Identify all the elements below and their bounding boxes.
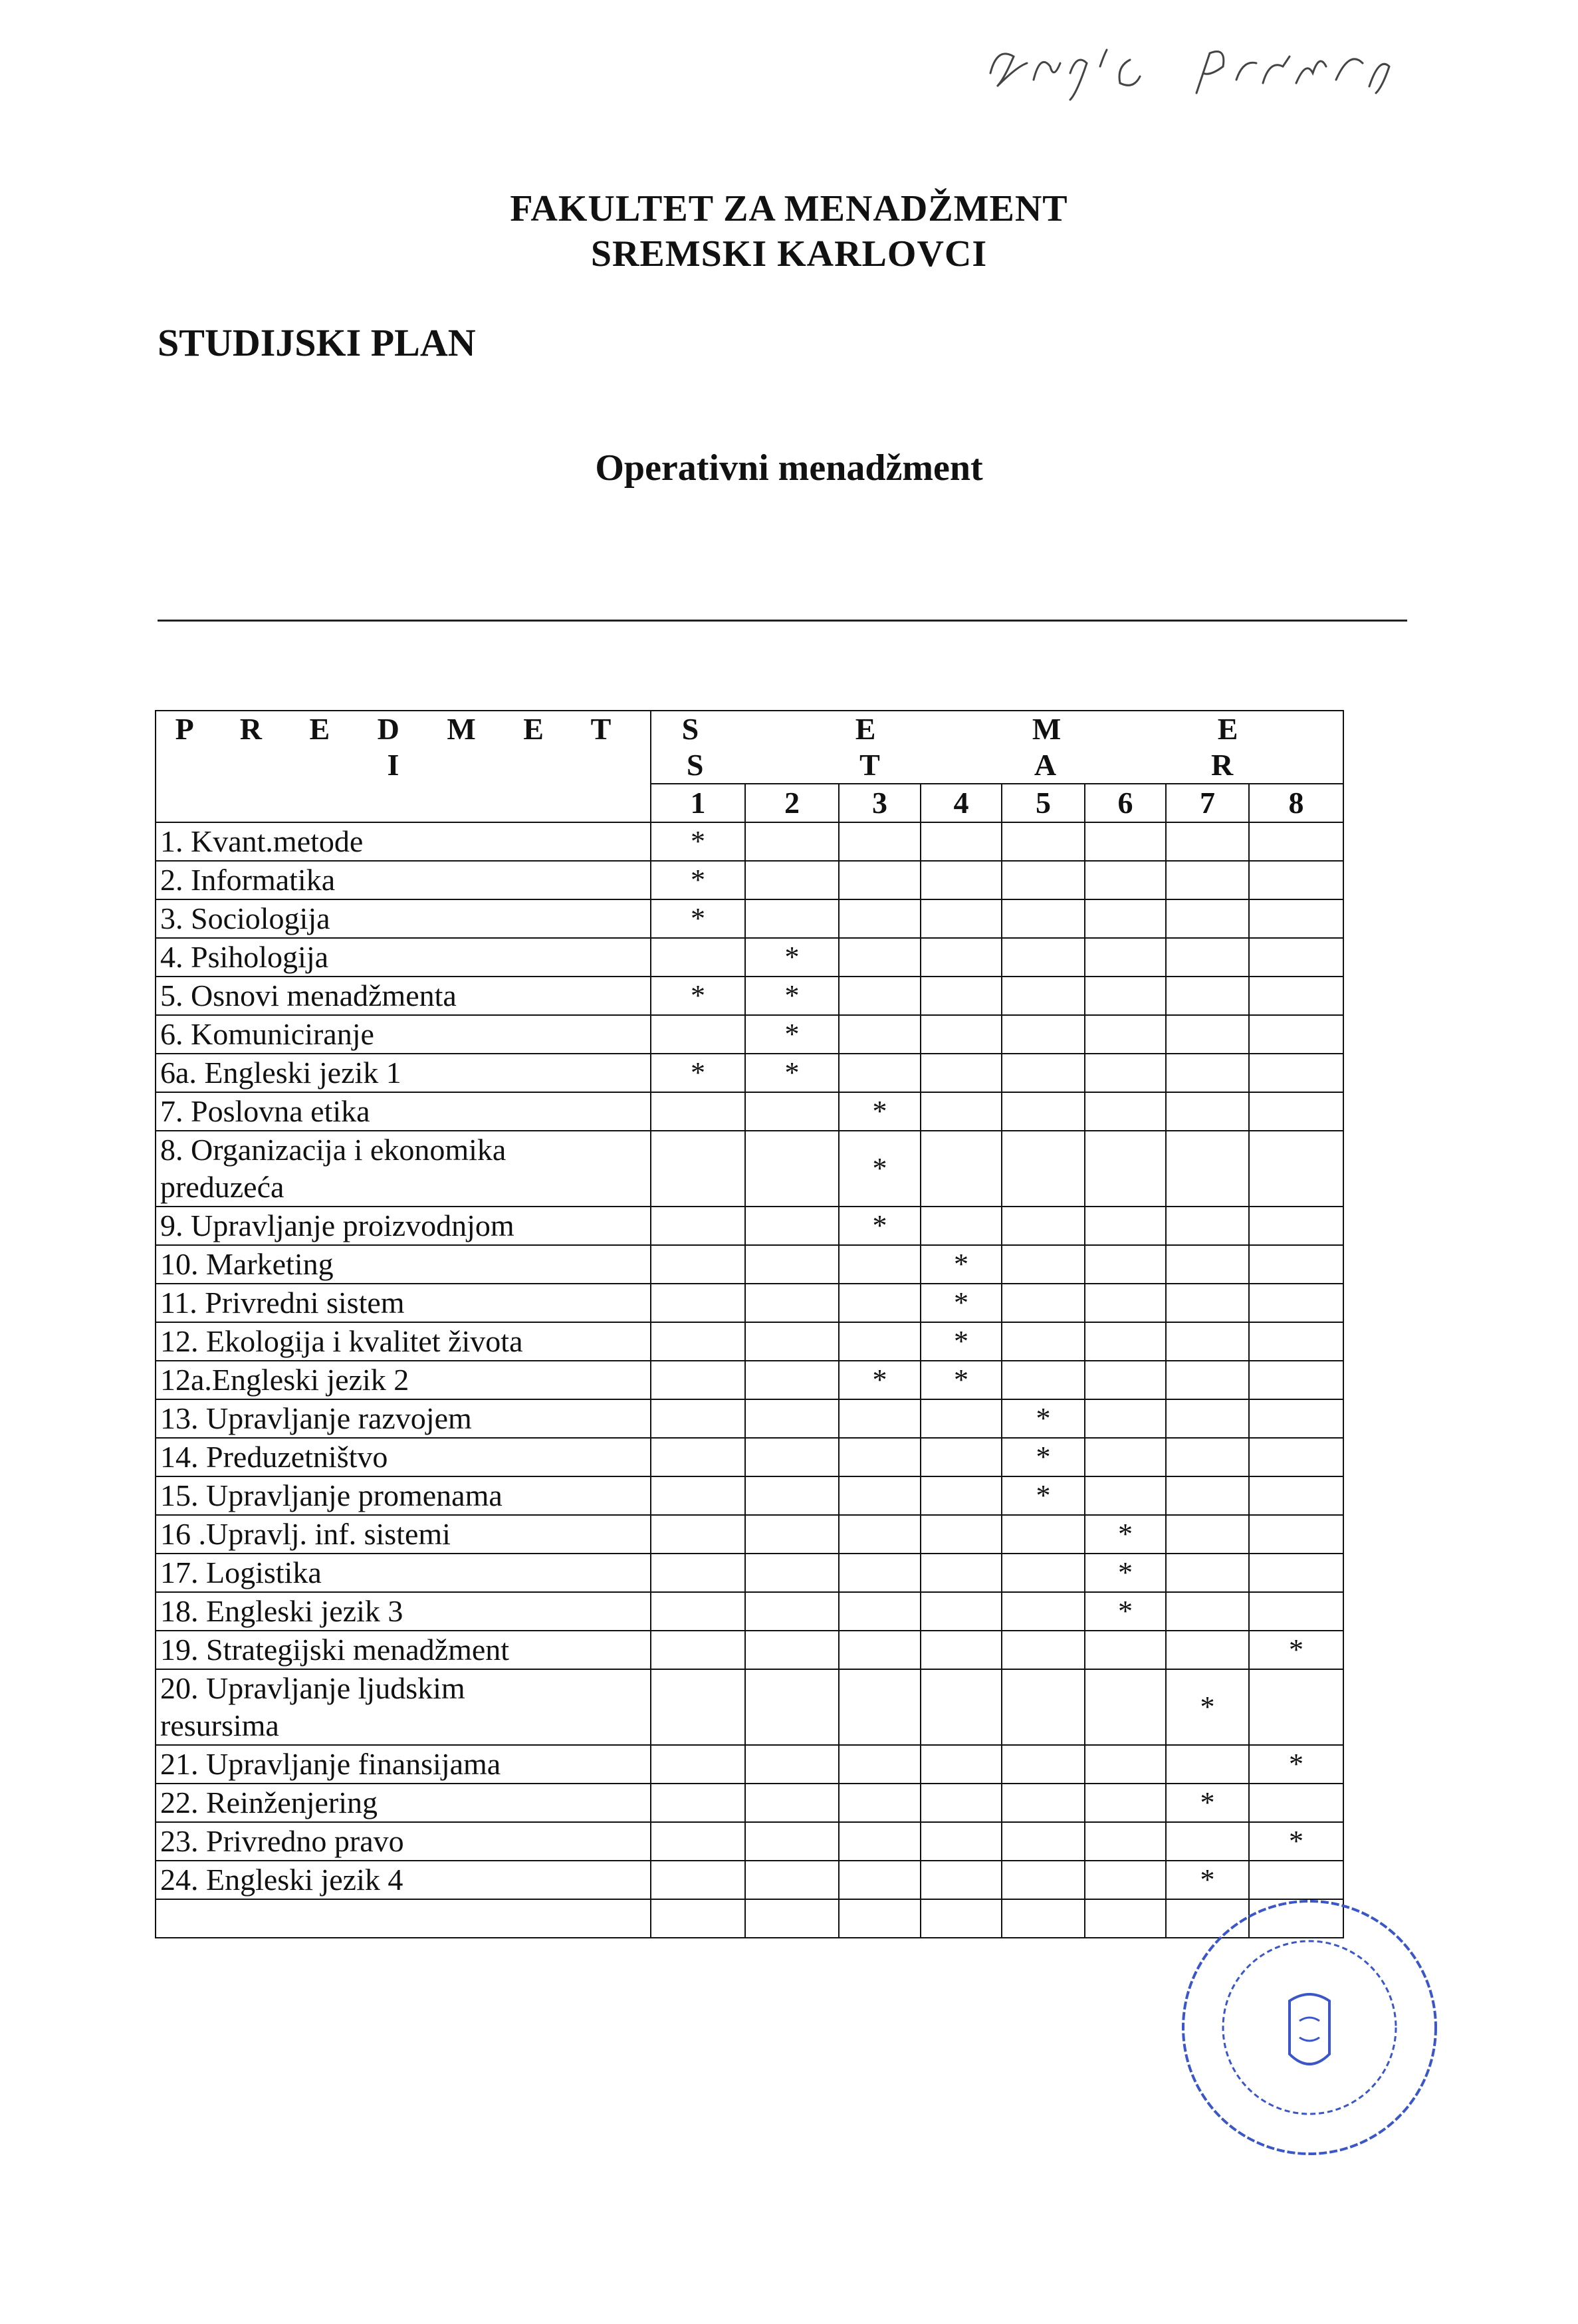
semester-empty-cell (745, 1592, 839, 1631)
semester-empty-cell (921, 1054, 1002, 1092)
semester-mark-cell: * (745, 1054, 839, 1092)
semester-empty-cell (1249, 1515, 1343, 1554)
semester-empty-cell (1085, 1015, 1166, 1054)
document-type-heading: STUDIJSKI PLAN (158, 321, 476, 364)
semester-empty-cell (745, 899, 839, 938)
semester-empty-cell (1166, 1131, 1249, 1207)
table-row (156, 1861, 1343, 1899)
semester-mark-cell: * (1002, 1399, 1085, 1438)
semester-empty-cell (1166, 1592, 1249, 1631)
semester-empty-cell (1249, 1438, 1343, 1476)
semester-mark-cell: * (745, 977, 839, 1015)
semester-empty-cell (1249, 1015, 1343, 1054)
semester-empty-cell (1166, 1322, 1249, 1361)
semester-empty-cell (651, 1322, 745, 1361)
semester-empty-cell (1166, 1399, 1249, 1438)
semester-empty-cell (651, 1784, 745, 1822)
semester-empty-cell (1085, 1131, 1166, 1207)
semester-empty-cell (921, 1207, 1002, 1245)
semester-empty-cell (1249, 1322, 1343, 1361)
semester-empty-cell (1002, 1322, 1085, 1361)
semester-header: S E M E S T A R (651, 711, 1343, 784)
semester-mark-cell: * (1166, 1861, 1249, 1899)
semester-empty-cell (1249, 1245, 1343, 1284)
semester-empty-cell (1249, 1054, 1343, 1092)
semester-empty-cell (839, 1822, 921, 1861)
semester-empty-cell (1166, 1092, 1249, 1131)
semester-mark-cell: * (921, 1284, 1002, 1322)
semester-empty-cell (1002, 1784, 1085, 1822)
semester-empty-cell (745, 1861, 839, 1899)
semester-empty-cell (651, 1245, 745, 1284)
semester-empty-cell (651, 1476, 745, 1515)
semester-empty-cell (651, 938, 745, 977)
semester-empty-cell (1085, 1861, 1166, 1899)
semester-empty-cell (1249, 1592, 1343, 1631)
semester-empty-cell (1085, 1438, 1166, 1476)
table-row (156, 1131, 1343, 1207)
semester-empty-cell (1249, 1399, 1343, 1438)
semester-empty-cell (1166, 1361, 1249, 1399)
semester-empty-cell (921, 899, 1002, 938)
semester-empty-cell (921, 1015, 1002, 1054)
semester-empty-cell (1166, 822, 1249, 861)
table-row (156, 1399, 1343, 1438)
semester-empty-cell (921, 1092, 1002, 1131)
semester-empty-cell (745, 1245, 839, 1284)
table-row (156, 1515, 1343, 1554)
semester-empty-cell (745, 1899, 839, 1938)
semester-empty-cell (651, 1092, 745, 1131)
semester-empty-cell (1166, 1438, 1249, 1476)
semester-mark-cell: * (651, 861, 745, 899)
semester-empty-cell (1249, 861, 1343, 899)
semester-empty-cell (921, 1861, 1002, 1899)
semester-empty-cell (921, 1822, 1002, 1861)
semester-empty-cell (1249, 1669, 1343, 1745)
semester-empty-cell (1166, 1515, 1249, 1554)
semester-empty-cell (921, 822, 1002, 861)
semester-empty-cell (1166, 1015, 1249, 1054)
semester-empty-cell (745, 1554, 839, 1592)
table-row (156, 1899, 1343, 1938)
semester-empty-cell (745, 1131, 839, 1207)
semester-empty-cell (839, 1438, 921, 1476)
subject-cell: 17. Logistika (156, 1554, 651, 1592)
semester-mark-cell: * (1166, 1784, 1249, 1822)
semester-empty-cell (839, 1899, 921, 1938)
subject-cell: 21. Upravljanje finansijama (156, 1745, 651, 1784)
semester-empty-cell (1085, 822, 1166, 861)
semester-empty-cell (921, 1438, 1002, 1476)
handwritten-signature (977, 27, 1442, 106)
semester-empty-cell (1002, 899, 1085, 938)
study-plan-table (155, 710, 1344, 1938)
semester-empty-cell (651, 1631, 745, 1669)
semester-empty-cell (1085, 1245, 1166, 1284)
table-row (156, 822, 1343, 861)
semester-empty-cell (1002, 1015, 1085, 1054)
semester-empty-cell (651, 1745, 745, 1784)
semester-empty-cell (921, 861, 1002, 899)
semester-mark-cell: * (745, 938, 839, 977)
semester-mark-cell: * (651, 899, 745, 938)
semester-empty-cell (1085, 1476, 1166, 1515)
subject-cell: 16 .Upravlj. inf. sistemi (156, 1515, 651, 1554)
semester-empty-cell (1002, 1592, 1085, 1631)
semester-empty-cell (839, 1784, 921, 1822)
semester-empty-cell (921, 1131, 1002, 1207)
semester-empty-cell (1085, 1899, 1166, 1938)
horizontal-divider (158, 620, 1407, 622)
semester-empty-cell (1166, 977, 1249, 1015)
semester-empty-cell (1002, 1515, 1085, 1554)
semester-empty-cell (1249, 1554, 1343, 1592)
semester-empty-cell (745, 1322, 839, 1361)
subject-cell: 22. Reinženjering (156, 1784, 651, 1822)
subject-cell: 10. Marketing (156, 1245, 651, 1284)
header-row (156, 711, 1343, 784)
semester-empty-cell (1166, 1554, 1249, 1592)
semester-empty-cell (1085, 1054, 1166, 1092)
semester-empty-cell (1002, 1899, 1085, 1938)
semester-empty-cell (1002, 1284, 1085, 1322)
semester-empty-cell (1085, 861, 1166, 899)
semester-empty-cell (839, 1745, 921, 1784)
semester-mark-cell: * (1002, 1438, 1085, 1476)
semester-empty-cell (839, 1399, 921, 1438)
semester-empty-cell (651, 1515, 745, 1554)
semester-empty-cell (1166, 899, 1249, 938)
table-row (156, 938, 1343, 977)
semester-empty-cell (1002, 1361, 1085, 1399)
semester-empty-cell (839, 1322, 921, 1361)
semester-empty-cell (921, 977, 1002, 1015)
semester-empty-cell (651, 1207, 745, 1245)
semester-empty-cell (921, 938, 1002, 977)
semester-empty-cell (921, 1515, 1002, 1554)
semester-mark-cell: * (839, 1131, 921, 1207)
semester-empty-cell (839, 1861, 921, 1899)
semester-empty-cell (651, 1438, 745, 1476)
subject-cell: 12a.Engleski jezik 2 (156, 1361, 651, 1399)
semester-empty-cell (1085, 1745, 1166, 1784)
semester-empty-cell (1002, 861, 1085, 899)
semester-empty-cell (1085, 1631, 1166, 1669)
table-row (156, 1015, 1343, 1054)
table-row (156, 1284, 1343, 1322)
semester-empty-cell (921, 1399, 1002, 1438)
semester-empty-cell (651, 1822, 745, 1861)
semester-empty-cell (1002, 1092, 1085, 1131)
semester-mark-cell: * (839, 1361, 921, 1399)
table-row (156, 899, 1343, 938)
table-row (156, 1438, 1343, 1476)
semester-empty-cell (1085, 977, 1166, 1015)
semester-empty-cell (1166, 1245, 1249, 1284)
semester-empty-cell (1166, 861, 1249, 899)
semester-empty-cell (745, 822, 839, 861)
institution-location: SREMSKI KARLOVCI (590, 233, 988, 275)
semester-mark-cell: * (1085, 1592, 1166, 1631)
table-row (156, 1592, 1343, 1631)
semester-empty-cell (1002, 1554, 1085, 1592)
semester-empty-cell (1249, 1092, 1343, 1131)
semester-empty-cell (1249, 938, 1343, 977)
semester-mark-cell: * (1085, 1515, 1166, 1554)
table-row (156, 1784, 1343, 1822)
semester-mark-cell: * (1085, 1554, 1166, 1592)
semester-empty-cell (839, 822, 921, 861)
semester-empty-cell (1166, 1631, 1249, 1669)
table-row (156, 1245, 1343, 1284)
semester-empty-cell (921, 1784, 1002, 1822)
semester-empty-cell (1085, 899, 1166, 938)
subjects-header: P R E D M E T I (156, 711, 651, 822)
semester-empty-cell (1166, 1822, 1249, 1861)
semester-empty-cell (745, 1476, 839, 1515)
semester-mark-cell: * (1166, 1669, 1249, 1745)
subject-cell: 8. Organizacija i ekonomika preduzeća (156, 1131, 651, 1207)
semester-empty-cell (745, 1438, 839, 1476)
semester-empty-cell (1166, 1054, 1249, 1092)
subject-cell: 2. Informatika (156, 861, 651, 899)
semester-empty-cell (745, 1631, 839, 1669)
semester-empty-cell (1249, 1284, 1343, 1322)
semester-empty-cell (839, 899, 921, 938)
table-row (156, 1476, 1343, 1515)
semester-mark-cell: * (839, 1207, 921, 1245)
semester-empty-cell (839, 1631, 921, 1669)
subject-cell (156, 1899, 651, 1938)
semester-empty-cell (1166, 1745, 1249, 1784)
semester-mark-cell: * (651, 1054, 745, 1092)
semester-5-header: 5 (1002, 784, 1085, 822)
table-row (156, 1322, 1343, 1361)
semester-empty-cell (745, 1822, 839, 1861)
semester-4-header: 4 (921, 784, 1002, 822)
semester-empty-cell (1085, 938, 1166, 977)
subject-cell: 5. Osnovi menadžmenta (156, 977, 651, 1015)
subject-cell: 20. Upravljanje ljudskim resursima (156, 1669, 651, 1745)
subject-cell: 18. Engleski jezik 3 (156, 1592, 651, 1631)
subject-cell: 24. Engleski jezik 4 (156, 1861, 651, 1899)
semester-empty-cell (1085, 1284, 1166, 1322)
semester-empty-cell (839, 1669, 921, 1745)
subject-cell: 11. Privredni sistem (156, 1284, 651, 1322)
semester-empty-cell (1166, 1476, 1249, 1515)
semester-empty-cell (745, 861, 839, 899)
semester-empty-cell (1002, 1131, 1085, 1207)
subject-cell: 1. Kvant.metode (156, 822, 651, 861)
semester-empty-cell (1002, 822, 1085, 861)
semester-mark-cell: * (1002, 1476, 1085, 1515)
table-row (156, 977, 1343, 1015)
semester-empty-cell (839, 1592, 921, 1631)
semester-empty-cell (1249, 1476, 1343, 1515)
semester-empty-cell (651, 1899, 745, 1938)
semester-empty-cell (1085, 1322, 1166, 1361)
semester-8-header: 8 (1249, 784, 1343, 822)
semester-6-header: 6 (1085, 784, 1166, 822)
semester-empty-cell (651, 1554, 745, 1592)
table-row (156, 1361, 1343, 1399)
semester-mark-cell: * (1249, 1631, 1343, 1669)
semester-empty-cell (1002, 1245, 1085, 1284)
table-row (156, 1554, 1343, 1592)
semester-empty-cell (1002, 1631, 1085, 1669)
semester-empty-cell (1166, 938, 1249, 977)
table-row (156, 1631, 1343, 1669)
semester-empty-cell (745, 1207, 839, 1245)
semester-empty-cell (1002, 1207, 1085, 1245)
semester-empty-cell (651, 1399, 745, 1438)
semester-empty-cell (1002, 1745, 1085, 1784)
table-row (156, 1054, 1343, 1092)
semester-empty-cell (839, 1054, 921, 1092)
semester-7-header: 7 (1166, 784, 1249, 822)
semester-empty-cell (745, 1361, 839, 1399)
semester-empty-cell (1002, 1054, 1085, 1092)
semester-mark-cell: * (839, 1092, 921, 1131)
subject-cell: 6a. Engleski jezik 1 (156, 1054, 651, 1092)
semester-empty-cell (1002, 1669, 1085, 1745)
semester-mark-cell: * (921, 1245, 1002, 1284)
table-row (156, 1745, 1343, 1784)
semester-empty-cell (1249, 1361, 1343, 1399)
program-title: Operativni menadžment (595, 447, 983, 489)
semester-empty-cell (921, 1745, 1002, 1784)
semester-empty-cell (651, 1284, 745, 1322)
semester-empty-cell (1249, 822, 1343, 861)
semester-empty-cell (921, 1669, 1002, 1745)
semester-1-header: 1 (651, 784, 745, 822)
subject-cell: 9. Upravljanje proizvodnjom (156, 1207, 651, 1245)
semester-empty-cell (1249, 977, 1343, 1015)
semester-empty-cell (651, 1131, 745, 1207)
subject-cell: 19. Strategijski menadžment (156, 1631, 651, 1669)
semester-empty-cell (651, 1861, 745, 1899)
table-row (156, 1669, 1343, 1745)
subject-cell: 4. Psihologija (156, 938, 651, 977)
semester-empty-cell (1166, 1207, 1249, 1245)
semester-empty-cell (921, 1899, 1002, 1938)
official-seal-stamp (1170, 1888, 1449, 2167)
subject-cell: 3. Sociologija (156, 899, 651, 938)
semester-empty-cell (921, 1592, 1002, 1631)
semester-empty-cell (745, 1092, 839, 1131)
semester-mark-cell: * (651, 822, 745, 861)
semester-2-header: 2 (745, 784, 839, 822)
semester-empty-cell (745, 1745, 839, 1784)
semester-empty-cell (651, 1592, 745, 1631)
semester-empty-cell (1085, 1361, 1166, 1399)
semester-empty-cell (1085, 1399, 1166, 1438)
semester-mark-cell: * (1249, 1822, 1343, 1861)
semester-mark-cell: * (921, 1361, 1002, 1399)
semester-empty-cell (745, 1284, 839, 1322)
institution-name: FAKULTET ZA MENADŽMENT (510, 188, 1068, 229)
semester-empty-cell (839, 1515, 921, 1554)
subject-cell: 13. Upravljanje razvojem (156, 1399, 651, 1438)
semester-empty-cell (745, 1784, 839, 1822)
semester-empty-cell (1249, 1207, 1343, 1245)
semester-empty-cell (1085, 1784, 1166, 1822)
semester-empty-cell (1249, 899, 1343, 938)
table-row (156, 861, 1343, 899)
semester-empty-cell (745, 1399, 839, 1438)
semester-empty-cell (839, 1284, 921, 1322)
semester-empty-cell (839, 1245, 921, 1284)
semester-empty-cell (1002, 938, 1085, 977)
semester-mark-cell: * (1249, 1745, 1343, 1784)
semester-empty-cell (921, 1476, 1002, 1515)
semester-empty-cell (839, 861, 921, 899)
subject-cell: 7. Poslovna etika (156, 1092, 651, 1131)
subject-cell: 23. Privredno pravo (156, 1822, 651, 1861)
semester-empty-cell (651, 1669, 745, 1745)
semester-empty-cell (1166, 1284, 1249, 1322)
table-row (156, 1207, 1343, 1245)
semester-empty-cell (651, 1015, 745, 1054)
semester-empty-cell (651, 1361, 745, 1399)
table-row (156, 1092, 1343, 1131)
subject-cell: 12. Ekologija i kvalitet života (156, 1322, 651, 1361)
semester-empty-cell (839, 938, 921, 977)
semester-empty-cell (839, 1015, 921, 1054)
semester-empty-cell (1085, 1822, 1166, 1861)
semester-empty-cell (839, 1554, 921, 1592)
semester-3-header: 3 (839, 784, 921, 822)
semester-empty-cell (1002, 1861, 1085, 1899)
semester-mark-cell: * (745, 1015, 839, 1054)
semester-empty-cell (745, 1669, 839, 1745)
semester-empty-cell (1249, 1784, 1343, 1822)
semester-empty-cell (1085, 1092, 1166, 1131)
semester-empty-cell (1085, 1207, 1166, 1245)
semester-empty-cell (839, 977, 921, 1015)
semester-empty-cell (1002, 977, 1085, 1015)
semester-empty-cell (1085, 1669, 1166, 1745)
subject-cell: 14. Preduzetništvo (156, 1438, 651, 1476)
semester-empty-cell (745, 1515, 839, 1554)
semester-empty-cell (1249, 1131, 1343, 1207)
semester-empty-cell (921, 1554, 1002, 1592)
semester-empty-cell (921, 1631, 1002, 1669)
table-row (156, 1822, 1343, 1861)
semester-mark-cell: * (921, 1322, 1002, 1361)
subject-cell: 6. Komuniciranje (156, 1015, 651, 1054)
semester-empty-cell (839, 1476, 921, 1515)
semester-empty-cell (1002, 1822, 1085, 1861)
semester-mark-cell: * (651, 977, 745, 1015)
subject-cell: 15. Upravljanje promenama (156, 1476, 651, 1515)
